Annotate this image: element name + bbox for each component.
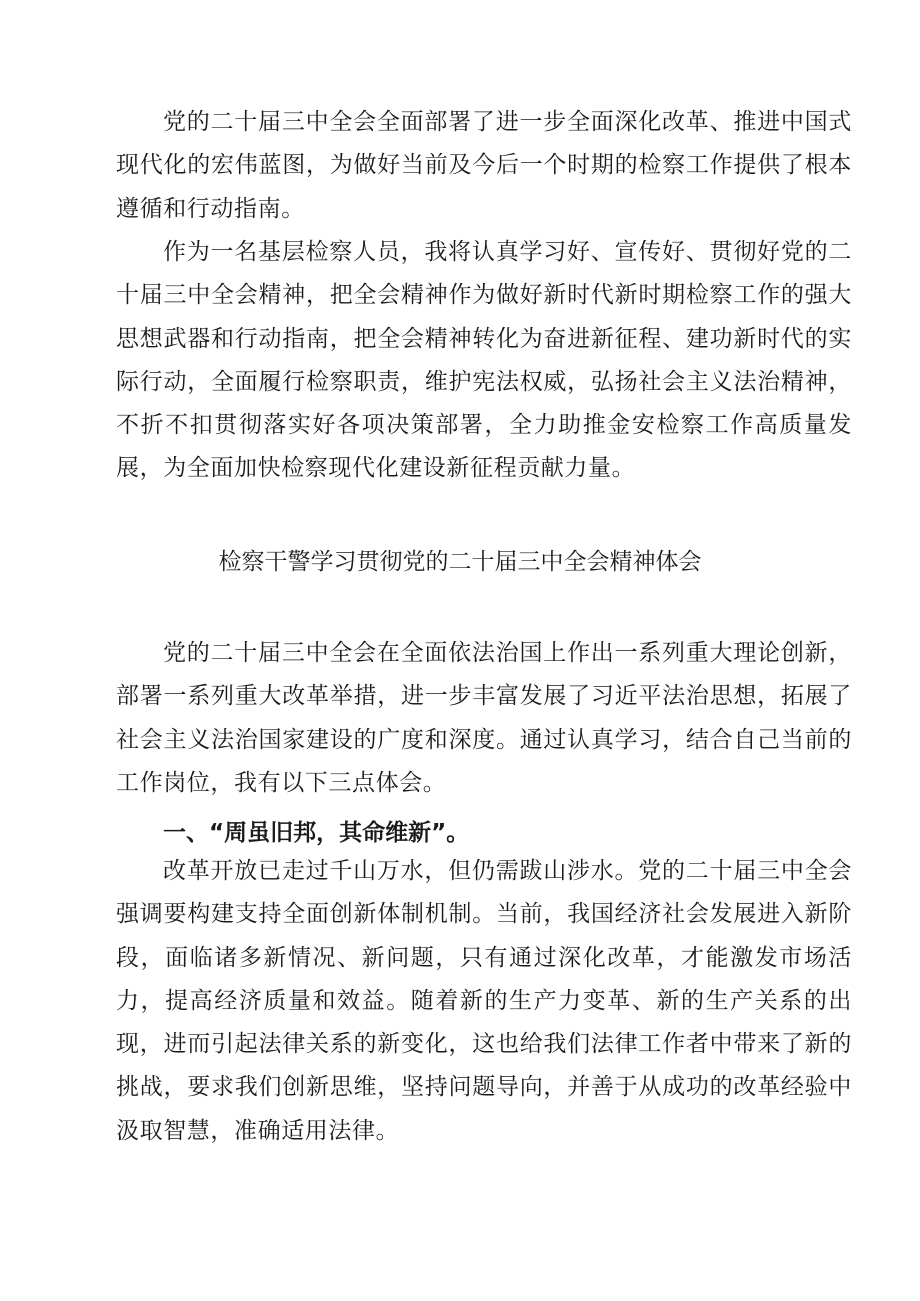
paragraph-personal-commitment: 作为一名基层检察人员，我将认真学习好、宣传好、贯彻好党的二十届三中全会精神，把全会精神作为做好新时代新时期检察工作的强大思想武器和行动指南，把全会精神转化为奋进新征程、建功新时代的实际行动，全面履行检察职责，维护宪法权威，弘扬社会主义法治精神，不折不扣贯彻落实好各项决策部署，全力助推金安检察工作高质量发展，为全面加快检察现代化建设新征程贡献力量。 bbox=[116, 239, 852, 482]
paragraph-section-1-body: 改革开放已走过千山万水，但仍需跋山涉水。党的二十届三中全会强调要构建支持全面创新体制机制。当前，我国经济社会发展进入新阶段，面临诸多新情况、新问题，只有通过深化改革，才能激发市场活力，提高经济质量和效益。随着新的生产力变革、新的生产关系的出现，进而引起法律关系的新变化，这也给我们法律工作者中带来了新的挑战，要求我们创新思维，坚持问题导向，并善于从成功的改革经验中汲取智慧，准确适用法律。 bbox=[116, 858, 852, 1144]
paragraph-article-intro: 党的二十届三中全会在全面依法治国上作出一系列重大理论创新，部署一系列重大改革举措，进一步丰富发展了习近平法治思想，拓展了社会主义法治国家建设的广度和深度。通过认真学习，结合自己当前的工作岗位，我有以下三点体会。 bbox=[116, 640, 852, 796]
paragraph-reform-blueprint: 党的二十届三中全会全面部署了进一步全面深化改革、推进中国式现代化的宏伟蓝图，为做好当前及今后一个时期的检察工作提供了根本遵循和行动指南。 bbox=[116, 109, 852, 222]
article-title: 检察干警学习贯彻党的二十届三中全会精神体会 bbox=[218, 549, 702, 575]
section-heading-1: 一、“周虽旧邦，其命维新”。 bbox=[163, 820, 470, 846]
